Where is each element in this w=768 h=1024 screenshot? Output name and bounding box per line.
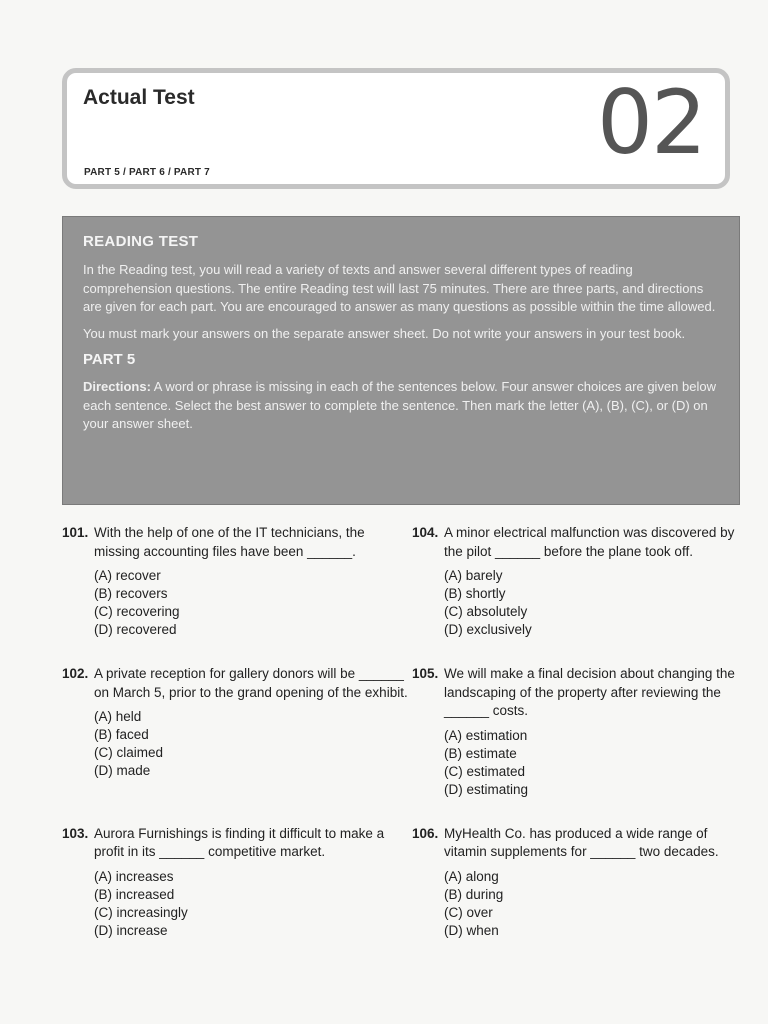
- option-c[interactable]: (C) over: [444, 904, 493, 920]
- question-text: With the help of one of the IT technicians, the missing accounting files have been ______.: [94, 525, 365, 559]
- question-text: A minor electrical malfunction was discovered by the pilot ______ before the plane took off.: [444, 525, 735, 559]
- option-d[interactable]: (D) exclusively: [444, 622, 532, 637]
- option-b[interactable]: (B) shortly: [444, 586, 506, 601]
- option-a[interactable]: (A) increases: [94, 868, 174, 884]
- reading-heading: READING TEST: [83, 233, 199, 250]
- test-header: [62, 68, 730, 189]
- option-a[interactable]: (A) along: [444, 868, 499, 884]
- option-c[interactable]: (C) increasingly: [94, 904, 188, 920]
- directions-label: Directions:: [83, 379, 151, 394]
- option-d[interactable]: (D) estimating: [444, 781, 529, 797]
- reading-instructions: [62, 216, 740, 505]
- test-number: 02: [597, 71, 705, 174]
- question-list: [62, 524, 742, 940]
- question-number: 102.: [62, 666, 89, 681]
- option-b[interactable]: (B) during: [444, 886, 504, 902]
- question-number: 103.: [62, 825, 89, 841]
- header-title: Actual Test: [83, 86, 195, 109]
- option-b[interactable]: (B) faced: [94, 727, 149, 742]
- option-a[interactable]: (A) recover: [94, 568, 161, 583]
- part-heading: PART 5: [83, 351, 136, 368]
- question-number: 101.: [62, 525, 89, 540]
- question-number: 105.: [412, 666, 439, 681]
- reading-paragraph-1: In the Reading test, you will read a variety of texts and answer several different types of reading comprehension questions. The entire Reading test will last 75 minutes. There are three parts, and directions are given for each part. You are encouraged to answer as many questions as possible within the time allowed.: [83, 262, 716, 314]
- question-number: 104.: [412, 525, 439, 540]
- option-c[interactable]: (C) estimated: [444, 763, 526, 779]
- question-105: [412, 665, 742, 799]
- directions: [83, 378, 719, 434]
- option-d[interactable]: (D) when: [444, 922, 499, 938]
- question-103: [62, 825, 412, 940]
- question-number: 106.: [412, 825, 439, 841]
- question-101: [62, 524, 412, 639]
- question-102: [62, 665, 412, 799]
- option-d[interactable]: (D) recovered: [94, 622, 177, 637]
- question-text: Aurora Furnishings is finding it difficult to make a profit in its ______ competitive market.: [94, 825, 385, 859]
- question-text: MyHealth Co. has produced a wide range of vitamin supplements for ______ two decades.: [444, 825, 719, 859]
- option-a[interactable]: (A) barely: [444, 568, 503, 583]
- option-d[interactable]: (D) increase: [94, 922, 168, 938]
- question-text: We will make a final decision about changing the landscaping of the property after reviewing the ______ costs.: [444, 666, 735, 718]
- question-text: A private reception for gallery donors will be ______ on March 5, prior to the grand opening of the exhibit.: [94, 666, 408, 700]
- option-b[interactable]: (B) estimate: [444, 745, 517, 761]
- directions-text: A word or phrase is missing in each of the sentences below. Four answer choices are given below each sentence. Select the best answer to complete the sentence. Then mark the letter (A), (B), (C), or (D) on your answer sheet.: [83, 379, 716, 431]
- reading-paragraph-2: You must mark your answers on the separate answer sheet. Do not write your answers in your test book.: [83, 325, 686, 341]
- option-c[interactable]: (C) absolutely: [444, 604, 528, 619]
- option-c[interactable]: (C) claimed: [94, 745, 164, 760]
- option-c[interactable]: (C) recovering: [94, 604, 180, 619]
- option-d[interactable]: (D) made: [94, 763, 151, 778]
- option-b[interactable]: (B) increased: [94, 886, 175, 902]
- option-a[interactable]: (A) estimation: [444, 727, 528, 743]
- question-104: [412, 524, 742, 639]
- header-parts: PART 5 / PART 6 / PART 7: [84, 167, 210, 178]
- option-a[interactable]: (A) held: [94, 709, 142, 724]
- question-106: [412, 825, 742, 940]
- option-b[interactable]: (B) recovers: [94, 586, 168, 601]
